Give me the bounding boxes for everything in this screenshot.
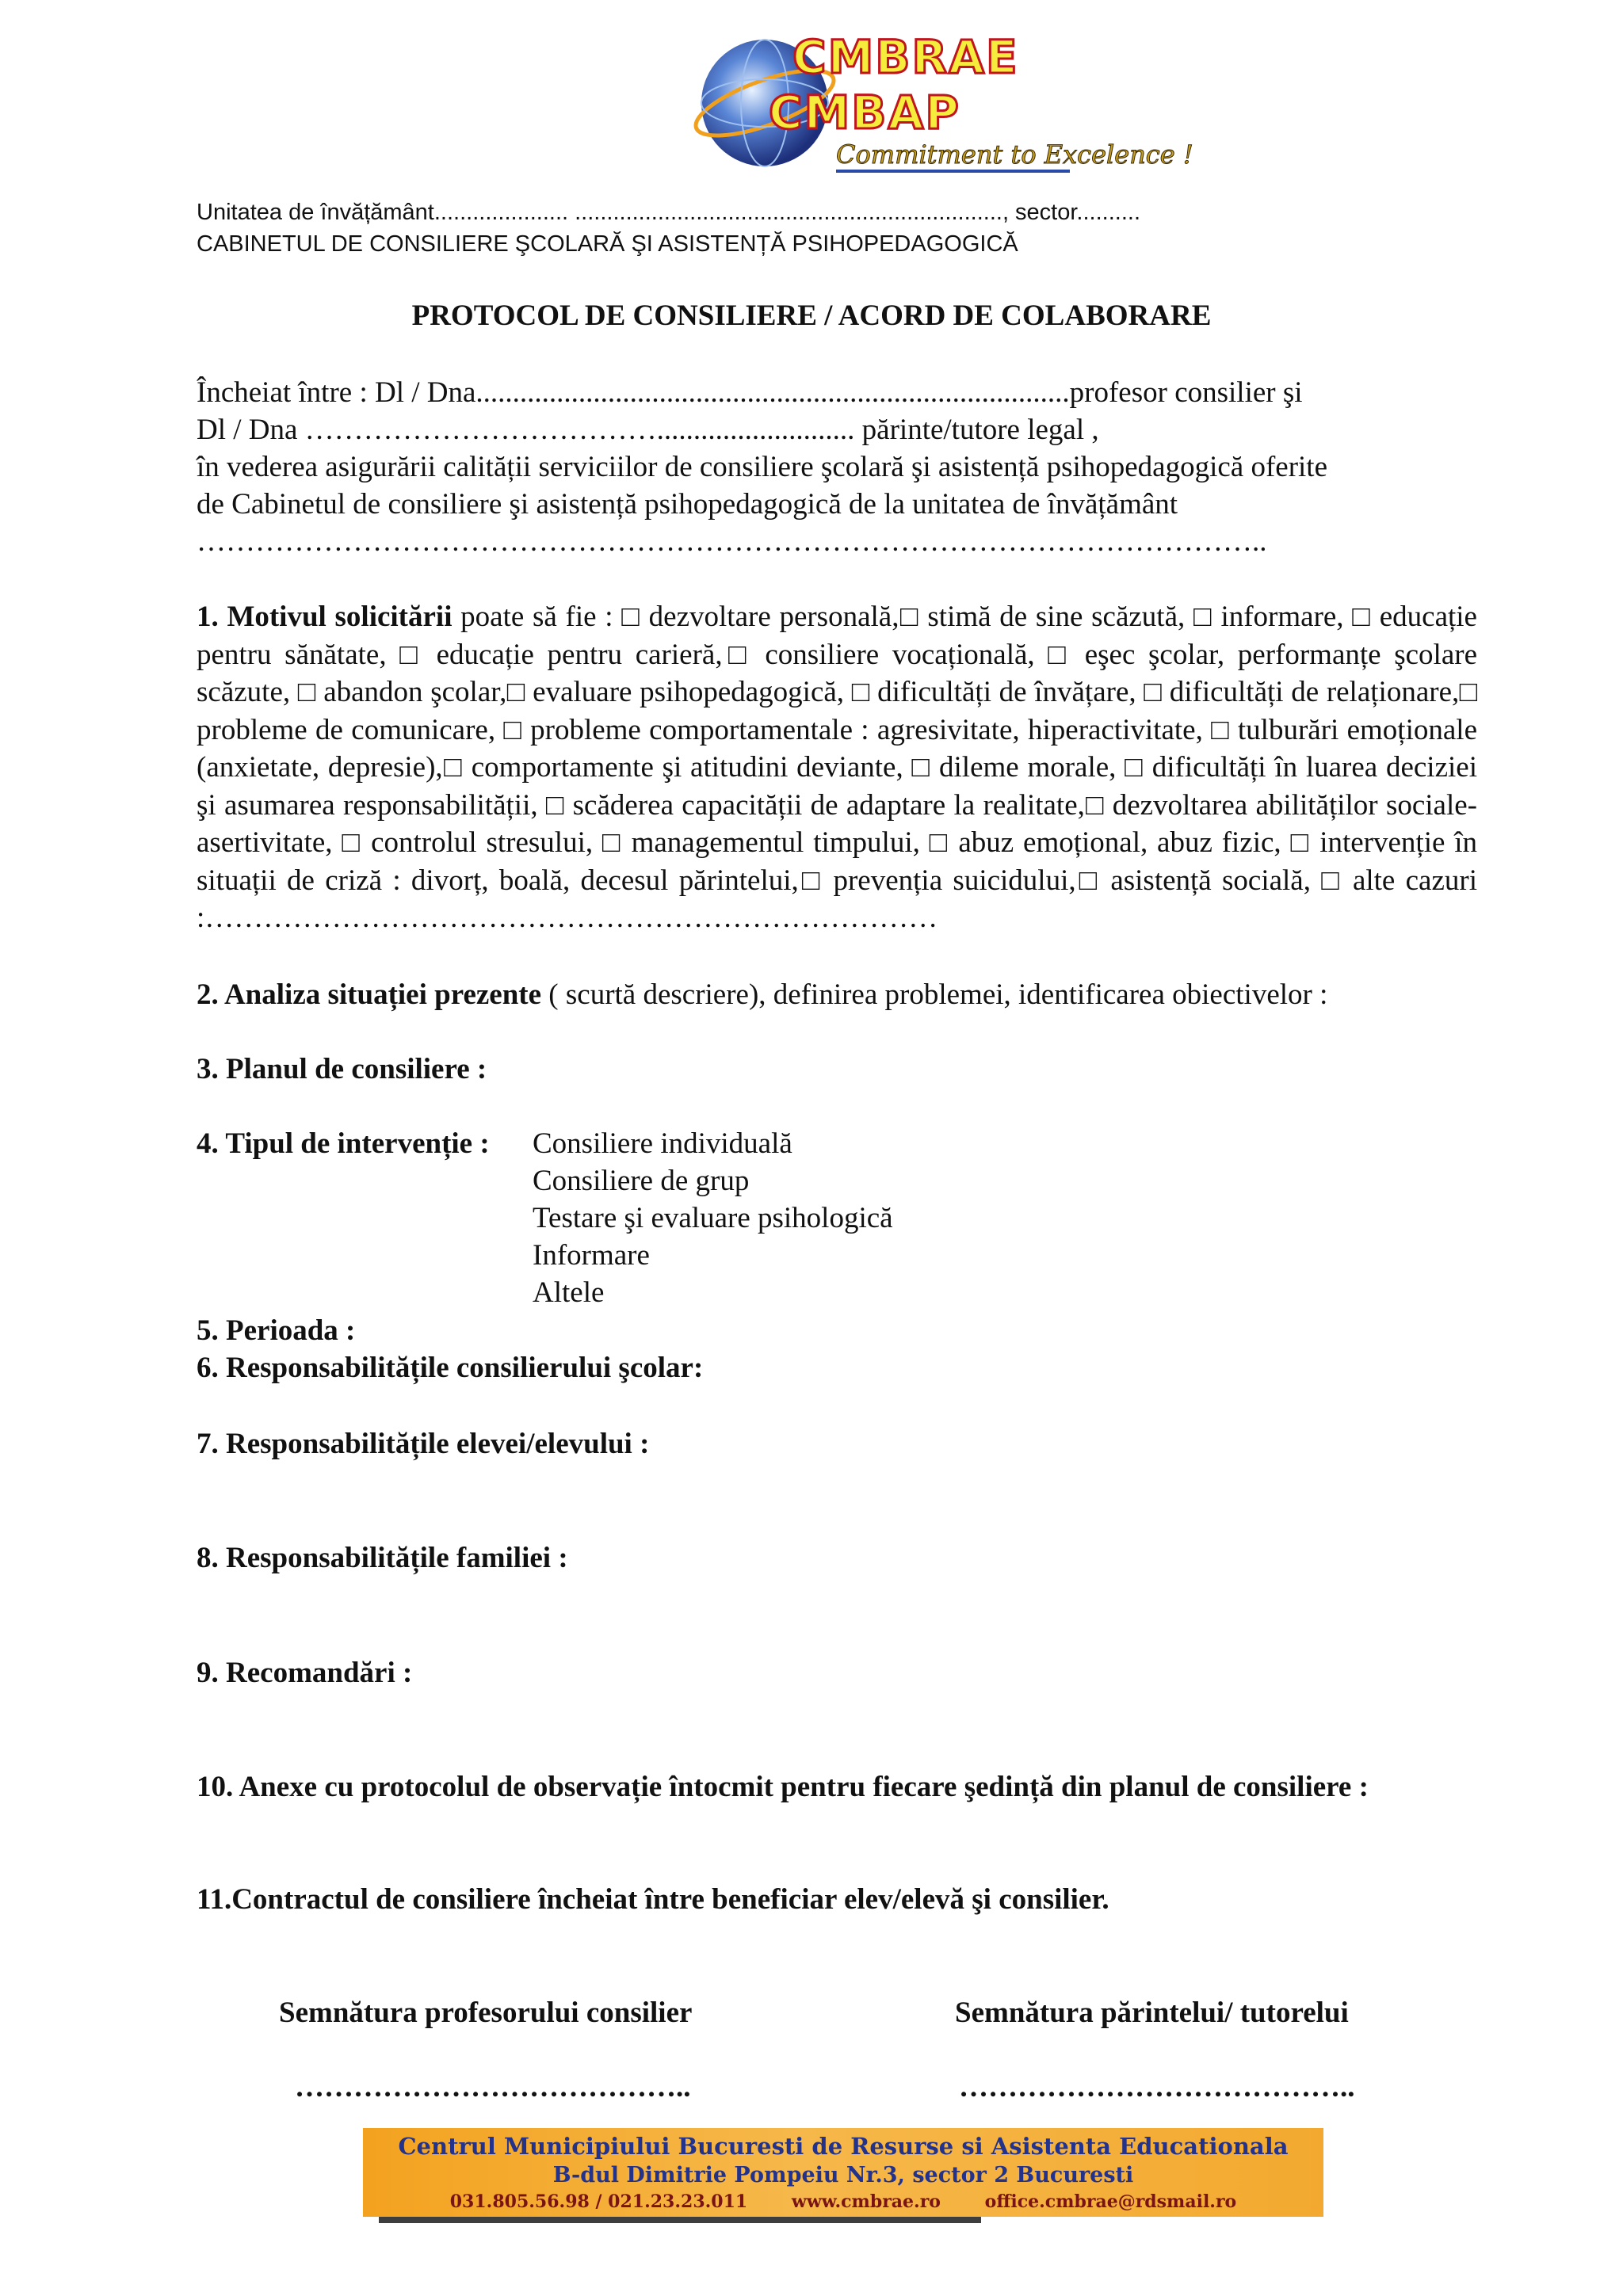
section-10: 10. Anexe cu protocolul de observație întocmit pentru fiecare şedință din planul de consiliere :	[197, 1771, 1369, 1803]
section-7: 7. Responsabilitățile elevei/elevului :	[197, 1428, 650, 1460]
section-4-label: 4. Tipul de intervenție :	[197, 1127, 490, 1160]
cabinet-line: CABINETUL DE CONSILIERE ŞCOLARĂ ŞI ASISTENȚĂ PSIHOPEDAGOGICĂ	[197, 231, 1018, 257]
section-2-text: ( scurtă descriere), definirea problemei, identificarea obiectivelor :	[541, 978, 1328, 1011]
section-2-label: 2. Analiza situației prezente	[197, 978, 542, 1011]
intro-line-5: ………………………………………………………………………………………………..	[197, 525, 1267, 558]
intervention-option: Altele	[533, 1276, 605, 1309]
footer-phone: 031.805.56.98 / 021.23.23.011	[449, 2191, 748, 2212]
section-1-paragraph	[197, 598, 1477, 937]
section-1-text: poate să fie : □ dezvoltare personală,□ stimă de sine scăzută, □ informare, □ educație pentru sănătate, □ educație pentru carieră,□ consiliere vocațională, □ eşec şcolar, performanțe şcolare scăzute, □ abandon şcolar,□ evaluare psihopedagogică, □ dificultăți de învățare, □ dificultăți de relaționare,□ probleme de comunicare, □ probleme comportamentale : agresivitate, hiperactivitate, □ tulburări emoționale (anxietate, depresie),□ comportamente şi atitudini deviante, □ dileme morale, □ dificultăți în luarea deciziei şi asumarea responsabilității, □ scăderea capacității de adaptare la realitate,□ dezvoltarea abilităților sociale-asertivitate, □ controlul stresului, □ managementul timpului, □ abuz emoțional, abuz fizic, □ intervenție în situații de criză : divorț, boală, decesul părintelui,□ prevenția suicidului,□ asistență socială, □ alte cazuri :…………………………………………………………………	[197, 601, 1477, 934]
signature-parent-line: …………………………………..	[959, 2071, 1355, 2103]
intervention-option: Consiliere individuală	[533, 1127, 792, 1160]
section-1-label: 1. Motivul solicitării	[197, 601, 453, 633]
footer-email: office.cmbrae@rdsmail.ro	[984, 2191, 1237, 2212]
intervention-option: Testare şi evaluare psihologică	[533, 1202, 893, 1234]
footer-banner	[363, 2128, 1323, 2217]
section-2	[197, 976, 1327, 1013]
footer-org-name: Centrul Municipiului Bucuresti de Resurse si Asistenta Educationala	[398, 2133, 1289, 2160]
intro-line-2: Dl / Dna ………………………………........................... părinte/tutore legal ,	[197, 414, 1099, 446]
document-title: PROTOCOL DE CONSILIERE / ACORD DE COLABORARE	[411, 299, 1212, 332]
cmbrae-logo	[689, 24, 1193, 182]
signature-parent-label: Semnătura părintelui/ tutorelui	[955, 1997, 1349, 2029]
signature-counselor-label: Semnătura profesorului consilier	[279, 1997, 693, 2029]
section-9: 9. Recomandări :	[197, 1657, 413, 1689]
intervention-option: Consiliere de grup	[533, 1165, 750, 1197]
logo-tagline: Commitment to Excelence !	[836, 139, 1193, 170]
footer-website: www.cmbrae.ro	[791, 2191, 941, 2212]
section-5: 5. Perioada :	[197, 1314, 356, 1347]
footer-shadow	[379, 2217, 981, 2223]
signature-counselor-line: …………………………………..	[295, 2071, 691, 2103]
intro-line-1: Încheiat între : Dl / Dna.................................................................................profesor consilier şi	[197, 376, 1303, 409]
section-6: 6. Responsabilitățile consilierului şcolar:	[197, 1352, 704, 1384]
logo-line2: CMBAP	[769, 86, 960, 139]
section-8: 8. Responsabilitățile familiei :	[197, 1542, 568, 1574]
footer-contacts	[363, 2191, 1323, 2212]
intro-line-3: în vederea asigurării calității serviciilor de consiliere şcolară şi asistență psihopedagogică oferite	[197, 451, 1328, 483]
unit-line: Unitatea de învățământ..................... ..................................................................., sector..........	[197, 200, 1140, 225]
section-3: 3. Planul de consiliere :	[197, 1053, 487, 1085]
footer-address: B-dul Dimitrie Pompeiu Nr.3, sector 2 Bucuresti	[552, 2163, 1134, 2187]
globe-logo-graphic	[689, 24, 1193, 182]
intro-line-4: de Cabinetul de consiliere şi asistență psihopedagogică de la unitatea de învățământ	[197, 488, 1178, 521]
logo-line1: CMBRAE	[792, 30, 1019, 84]
intervention-option: Informare	[533, 1239, 650, 1272]
section-11: 11.Contractul de consiliere încheiat între beneficiar elev/elevă şi consilier.	[197, 1883, 1109, 1916]
